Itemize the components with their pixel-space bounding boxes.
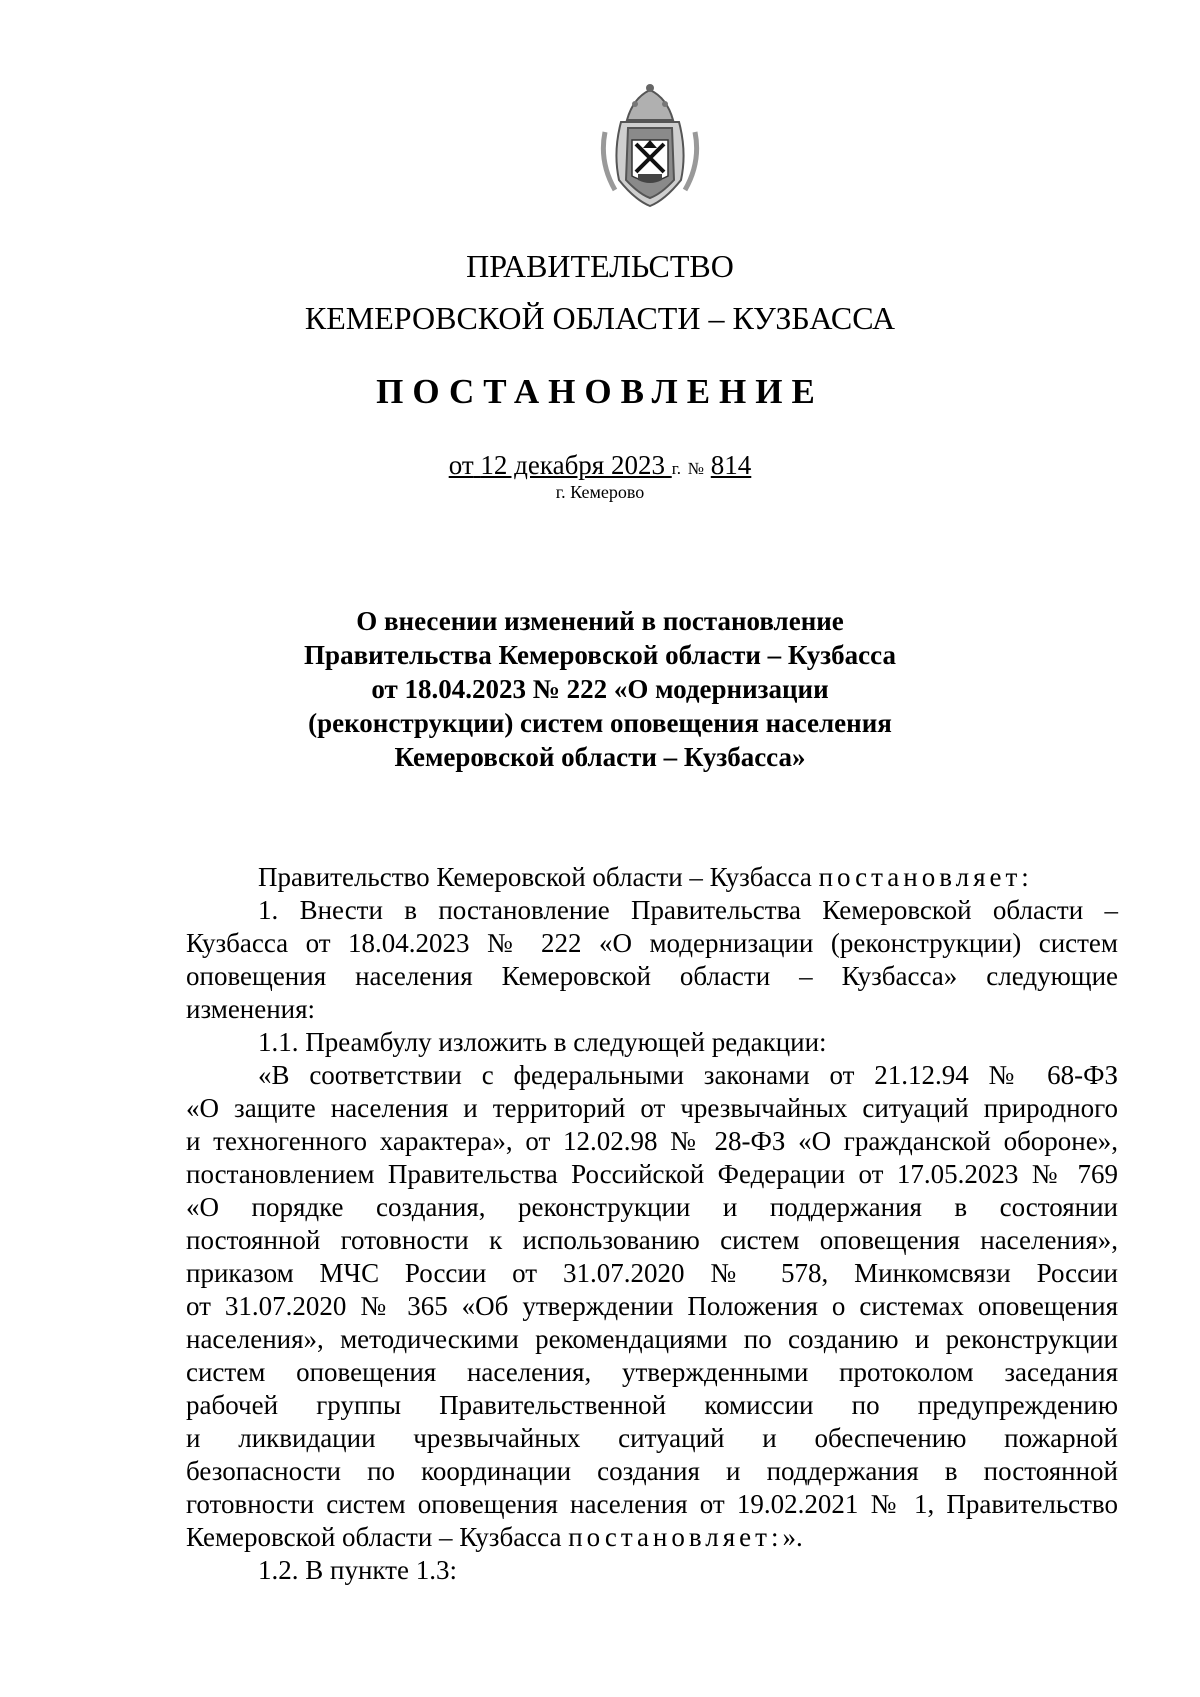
document-type-heading: ПОСТАНОВЛЕНИЕ xyxy=(376,372,824,411)
quote-line: приказом МЧС России от 31.07.2020 № 578, Минкомсвязи России xyxy=(186,1258,1118,1288)
paragraph-1-line: изменения: xyxy=(186,994,316,1024)
quote-line: населения», методическими рекомендациями по созданию и реконструкции xyxy=(186,1324,1118,1354)
number-sign: № xyxy=(687,459,705,478)
quote-line: постановлением Правительства Российской Федерации от 17.05.2023 № 769 xyxy=(186,1159,1118,1189)
intro-spaced-verb: постановляет: xyxy=(818,862,1033,892)
date-prefix: от xyxy=(448,450,474,480)
organization-name-line-1: ПРАВИТЕЛЬСТВО xyxy=(466,248,734,284)
paragraph-1-line: Кузбасса от 18.04.2023 № 222 «О модернизации (реконструкции) систем xyxy=(186,928,1118,958)
document-city: г. Кемерово xyxy=(555,482,645,502)
quote-line: «О защите населения и территорий от чрезвычайных ситуаций природного xyxy=(186,1093,1118,1123)
year-suffix: г. xyxy=(671,459,682,478)
quote-line: постоянной готовности к использованию систем оповещения населения», xyxy=(186,1225,1118,1255)
date-field xyxy=(449,450,672,480)
subject-line: Правительства Кемеровской области – Кузбасса xyxy=(304,640,896,670)
paragraph-1-line: оповещения населения Кемеровской области – Кузбасса» следующие xyxy=(186,961,1118,991)
quote-line: от 31.07.2020 № 365 «Об утверждении Положения о системах оповещения xyxy=(186,1291,1118,1321)
quote-line: готовности систем оповещения населения от 19.02.2021 № 1, Правительство xyxy=(186,1489,1118,1519)
coat-of-arms-emblem xyxy=(595,82,705,208)
paragraph-1-1: 1.1. Преамбулу изложить в следующей редакции: xyxy=(258,1027,827,1057)
subject-line: Кемеровской области – Кузбасса» xyxy=(394,742,806,772)
quote-line: безопасности по координации создания и поддержания в постоянной xyxy=(186,1456,1118,1486)
quote-line: и техногенного характера», от 12.02.98 № 28-ФЗ «О гражданской обороне», xyxy=(186,1126,1118,1156)
subject-line: О внесении изменений в постановление xyxy=(356,606,844,636)
subject-line: (реконструкции) систем оповещения населения xyxy=(308,708,892,738)
paragraph-1-line: 1. Внести в постановление Правительства Кемеровской области – xyxy=(258,895,1118,925)
paragraph-1-2: 1.2. В пункте 1.3: xyxy=(258,1555,457,1585)
quote-line: систем оповещения населения, утвержденными протоколом заседания xyxy=(186,1357,1118,1387)
quote-spaced-verb: постановляет: xyxy=(568,1522,783,1552)
quote-line: «В соответствии с федеральными законами от 21.12.94 № 68-ФЗ xyxy=(258,1060,1118,1090)
document-subject xyxy=(0,604,1200,774)
subject-line: от 18.04.2023 № 222 «О модернизации xyxy=(371,674,829,704)
quote-line: «О порядке создания, реконструкции и поддержания в состоянии xyxy=(186,1192,1118,1222)
intro-paragraph xyxy=(186,861,1118,894)
quote-line: рабочей группы Правительственной комиссии по предупреждению xyxy=(186,1390,1118,1420)
intro-text: Правительство Кемеровской области – Кузбасса xyxy=(258,862,812,892)
quote-last-text: Кемеровской области – Кузбасса xyxy=(186,1522,562,1552)
document-date: 12 декабря 2023 xyxy=(480,450,665,480)
quote-last-line xyxy=(186,1521,1118,1554)
organization-name-line-2: КЕМЕРОВСКОЙ ОБЛАСТИ – КУЗБАССА xyxy=(304,300,896,336)
document-number: 814 xyxy=(710,450,752,480)
quote-closing: ». xyxy=(782,1522,803,1552)
quote-line: и ликвидации чрезвычайных ситуаций и обеспечению пожарной xyxy=(186,1423,1118,1453)
document-body xyxy=(186,861,1118,1587)
